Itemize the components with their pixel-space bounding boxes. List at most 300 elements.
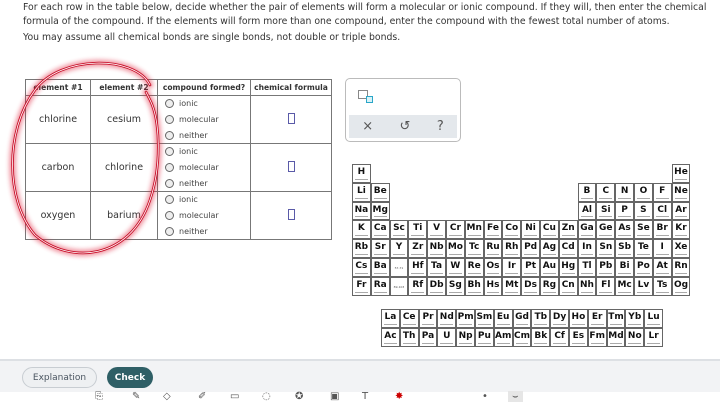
element-1-cell: oxygen — [26, 192, 91, 240]
element-cell — [625, 309, 644, 328]
element-cell — [390, 239, 409, 258]
element-symbol: Cn — [561, 279, 575, 290]
header-element-1: element #1 — [26, 80, 91, 96]
element-cell — [625, 328, 644, 347]
radio-option[interactable] — [165, 112, 250, 128]
radio-label: ionic — [179, 147, 198, 157]
element-symbol: Fr — [356, 279, 367, 290]
element-cell — [465, 258, 484, 277]
element-symbol: Np — [458, 330, 473, 341]
table-row — [26, 144, 332, 192]
sticker-icon[interactable]: ✪ — [295, 391, 304, 402]
element-cell — [672, 202, 691, 221]
instructions-note: You may assume all chemical bonds are single bonds, not double or triple bonds. — [23, 32, 401, 43]
element-cell — [578, 220, 597, 239]
radio-option[interactable] — [165, 96, 250, 112]
element-cell — [615, 258, 634, 277]
header-formula: chemical formula — [251, 80, 332, 96]
element-cell — [437, 328, 456, 347]
element-1-cell: chlorine — [26, 96, 91, 144]
element-symbol: Rn — [674, 261, 688, 271]
element-symbol: I — [660, 242, 664, 253]
element-symbol: K — [357, 223, 365, 234]
text-icon[interactable]: T — [362, 391, 369, 402]
compound-options — [158, 192, 251, 240]
element-symbol: Pd — [524, 242, 538, 253]
element-cell — [437, 309, 456, 328]
element-symbol: Hf — [412, 261, 424, 271]
element-cell — [634, 258, 653, 277]
instructions: For each row in the table below, decide whether the pair of elements will form a molecular or ionic compound. If they will, then enter the chemical formula of the compound. If the elements will form more than one compound, enter the compound with the fewest total number of atoms. — [23, 2, 707, 27]
radio-label: neither — [179, 178, 208, 188]
element-cell — [672, 183, 691, 202]
element-symbol: Rb — [354, 242, 369, 253]
element-symbol: Te — [637, 242, 649, 253]
element-symbol: Cd — [561, 242, 575, 253]
element-cell — [352, 202, 371, 221]
radio-option[interactable] — [165, 127, 250, 143]
element-cell — [521, 220, 540, 239]
element-cell — [408, 277, 427, 296]
element-cell — [502, 258, 521, 277]
question-table — [25, 79, 332, 240]
element-cell — [456, 309, 475, 328]
element-symbol: Ni — [525, 223, 536, 234]
element-cell — [596, 258, 615, 277]
element-cell — [634, 202, 653, 221]
stroke-icon[interactable]: ⌣ — [508, 391, 523, 402]
formula-cell — [251, 144, 332, 192]
element-cell — [446, 277, 465, 296]
element-cell — [569, 328, 588, 347]
drawing-toolbar — [0, 392, 720, 404]
element-cell — [550, 309, 569, 328]
element-cell — [653, 220, 672, 239]
element-cell — [634, 220, 653, 239]
element-symbol: In — [582, 242, 592, 253]
radio-label: ionic — [179, 195, 198, 205]
element-symbol: Mn — [466, 223, 482, 234]
laser-pointer-icon[interactable]: ✸ — [395, 391, 404, 402]
element-cell — [578, 277, 597, 296]
element-cell — [596, 183, 615, 202]
element-cell — [653, 277, 672, 296]
check-button[interactable]: Check — [107, 367, 153, 388]
element-cell — [615, 202, 634, 221]
element-symbol: As — [618, 223, 631, 234]
highlighter-icon[interactable]: ✐ — [198, 391, 207, 402]
radio-button[interactable] — [165, 227, 174, 236]
element-cell — [672, 258, 691, 277]
element-symbol: At — [656, 261, 668, 271]
element-symbol: Hg — [561, 261, 576, 271]
element-cell — [615, 239, 634, 258]
element-symbol: He — [674, 167, 688, 177]
element-cell — [531, 328, 550, 347]
element-symbol: Th — [402, 330, 416, 341]
radio-option[interactable] — [165, 224, 250, 240]
element-cell — [653, 202, 672, 221]
radio-label: ionic — [179, 99, 198, 109]
element-symbol: Eu — [496, 312, 510, 322]
element-symbol: Tb — [534, 312, 548, 322]
element-symbol: P — [621, 204, 628, 215]
element-cell — [540, 277, 559, 296]
pen-icon[interactable]: ✎ — [132, 391, 141, 402]
element-symbol: Nh — [580, 279, 594, 290]
element-2-cell: barium — [91, 192, 158, 240]
element-symbol: Rf — [412, 279, 424, 290]
element-symbol: 89-103 — [393, 284, 405, 289]
element-symbol: Md — [608, 330, 624, 341]
element-cell — [494, 328, 513, 347]
element-cell — [427, 239, 446, 258]
element-cell — [559, 239, 578, 258]
element-cell — [475, 328, 494, 347]
element-symbol: H — [357, 167, 366, 177]
radio-button[interactable] — [165, 147, 174, 156]
table-row — [26, 96, 332, 144]
element-symbol: No — [627, 330, 642, 341]
element-cell — [371, 183, 390, 202]
element-cell — [352, 220, 371, 239]
element-cell — [513, 328, 532, 347]
element-symbol: Am — [495, 330, 512, 341]
element-cell — [559, 258, 578, 277]
element-cell — [615, 220, 634, 239]
element-symbol: Ne — [674, 185, 688, 196]
radio-label: molecular — [179, 211, 219, 221]
element-cell — [390, 220, 409, 239]
element-symbol: Ag — [542, 242, 557, 253]
element-cell — [427, 277, 446, 296]
element-cell — [615, 183, 634, 202]
element-cell — [390, 277, 409, 296]
element-symbol: Si — [601, 204, 611, 215]
element-symbol: Tl — [582, 261, 592, 271]
formula-input[interactable] — [288, 161, 295, 172]
element-symbol: Pr — [422, 312, 434, 322]
element-symbol: Li — [356, 185, 366, 196]
element-cell — [400, 309, 419, 328]
element-cell — [352, 183, 371, 202]
element-cell — [484, 239, 503, 258]
element-cell — [615, 277, 634, 296]
element-symbol: Re — [467, 261, 481, 271]
element-cell — [408, 220, 427, 239]
element-symbol: Ge — [599, 223, 613, 234]
element-symbol: Mt — [505, 279, 519, 290]
radio-button[interactable] — [165, 195, 174, 204]
element-cell — [381, 328, 400, 347]
element-cell — [569, 309, 588, 328]
element-symbol: Ds — [524, 279, 537, 290]
element-symbol: Er — [591, 312, 603, 322]
element-cell — [596, 220, 615, 239]
element-symbol: La — [384, 312, 397, 322]
radio-option[interactable] — [165, 208, 250, 224]
element-symbol: Cr — [449, 223, 461, 234]
element-cell — [484, 258, 503, 277]
table-row — [26, 192, 332, 240]
element-symbol: Es — [572, 330, 585, 341]
element-symbol: Lr — [648, 330, 659, 341]
element-cell — [550, 328, 569, 347]
element-cell — [352, 164, 371, 183]
header-compound: compound formed? — [158, 80, 251, 96]
element-cell — [596, 277, 615, 296]
element-symbol: N — [620, 185, 629, 196]
radio-button[interactable] — [165, 115, 174, 124]
element-symbol: Ga — [580, 223, 594, 234]
element-cell — [502, 277, 521, 296]
widget-toolbar — [349, 115, 457, 138]
element-symbol: Rg — [542, 279, 557, 290]
radio-button[interactable] — [165, 99, 174, 108]
element-symbol: Cm — [514, 330, 530, 341]
element-symbol: Ba — [373, 261, 387, 271]
element-symbol: Ir — [507, 261, 516, 271]
element-cell — [408, 258, 427, 277]
element-cell — [559, 277, 578, 296]
element-symbol: Be — [373, 185, 387, 196]
footer-bar — [0, 359, 720, 392]
element-symbol: B — [583, 185, 591, 196]
element-symbol: Nd — [439, 312, 454, 322]
radio-option[interactable] — [165, 160, 250, 176]
image-icon[interactable]: ▣ — [330, 391, 340, 402]
element-cell — [596, 239, 615, 258]
element-cell — [634, 183, 653, 202]
element-cell — [352, 277, 371, 296]
element-symbol: W — [450, 261, 461, 271]
clear-icon[interactable]: × — [362, 119, 374, 134]
dot-icon[interactable]: • — [482, 391, 488, 402]
radio-option[interactable] — [165, 144, 250, 160]
element-cell — [408, 239, 427, 258]
element-symbol: Cf — [554, 330, 565, 341]
element-symbol: Fl — [601, 279, 611, 290]
element-cell — [644, 328, 663, 347]
element-cell — [596, 202, 615, 221]
element-cell — [465, 220, 484, 239]
element-symbol: Cl — [657, 204, 668, 215]
element-symbol: Ra — [373, 279, 387, 290]
element-cell — [653, 258, 672, 277]
element-symbol: Tc — [469, 242, 480, 253]
radio-button[interactable] — [165, 131, 174, 140]
element-cell — [672, 239, 691, 258]
element-symbol: Ta — [431, 261, 443, 271]
element-symbol: Ts — [657, 279, 668, 290]
element-symbol: Bk — [534, 330, 548, 341]
formula-cell — [251, 192, 332, 240]
element-symbol: Mc — [617, 279, 632, 290]
element-cell — [634, 277, 653, 296]
element-symbol: S — [640, 204, 647, 215]
element-symbol: Sn — [599, 242, 613, 253]
element-symbol: Db — [429, 279, 444, 290]
element-symbol: Bi — [619, 261, 630, 271]
radio-option[interactable] — [165, 192, 250, 208]
element-cell — [521, 258, 540, 277]
element-cell — [502, 220, 521, 239]
undo-icon[interactable]: ↺ — [399, 119, 411, 134]
element-cell — [465, 239, 484, 258]
element-cell — [484, 220, 503, 239]
help-icon[interactable]: ? — [436, 119, 444, 134]
element-symbol: Fm — [589, 330, 605, 341]
element-symbol: Sm — [476, 312, 493, 322]
element-symbol: Gd — [515, 312, 529, 322]
element-symbol: Yb — [628, 312, 642, 322]
element-symbol: C — [602, 185, 610, 196]
element-symbol: Fe — [487, 223, 499, 234]
answer-widget — [345, 78, 461, 142]
element-symbol: Po — [637, 261, 650, 271]
element-cell — [540, 258, 559, 277]
element-symbol: Ac — [384, 330, 397, 341]
radio-label: neither — [179, 226, 208, 236]
element-cell — [427, 258, 446, 277]
header-element-2: element #2 — [91, 80, 158, 96]
element-symbol: Pm — [457, 312, 474, 322]
element-symbol: Al — [581, 204, 593, 215]
element-symbol: Na — [354, 204, 369, 215]
element-symbol: U — [443, 330, 451, 341]
element-symbol: Rh — [505, 242, 519, 253]
element-cell — [446, 239, 465, 258]
element-symbol: Cs — [355, 261, 368, 271]
element-cell — [371, 239, 390, 258]
element-symbol: Mo — [447, 242, 463, 253]
element-symbol: Sr — [374, 242, 386, 253]
element-cell — [607, 309, 626, 328]
element-symbol: Kr — [675, 223, 687, 234]
element-symbol: Co — [505, 223, 519, 234]
element-cell — [371, 277, 390, 296]
element-cell — [446, 220, 465, 239]
radio-button[interactable] — [165, 179, 174, 188]
explanation-button[interactable]: Explanation — [22, 367, 97, 388]
element-symbol: Mg — [372, 204, 388, 215]
element-cell — [578, 183, 597, 202]
element-symbol: Ru — [486, 242, 500, 253]
page-icon[interactable]: ⎘ — [95, 391, 103, 402]
element-cell — [502, 239, 521, 258]
element-symbol: O — [639, 185, 648, 196]
element-symbol: Bh — [467, 279, 481, 290]
element-cell — [456, 328, 475, 347]
formula-input[interactable] — [288, 209, 295, 220]
element-symbol: Se — [637, 223, 650, 234]
element-symbol: Pa — [421, 330, 435, 341]
element-symbol: Ar — [675, 204, 687, 215]
element-symbol: Ti — [413, 223, 423, 234]
element-symbol: 57-71 — [394, 266, 404, 270]
element-cell — [531, 309, 550, 328]
element-cell — [588, 309, 607, 328]
element-symbol: Sc — [393, 223, 405, 234]
element-symbol: Dy — [552, 312, 567, 322]
subscript-icon[interactable] — [358, 90, 376, 104]
element-symbol: Sg — [448, 279, 462, 290]
element-cell — [465, 277, 484, 296]
element-cell — [494, 309, 513, 328]
element-symbol: Tm — [608, 312, 624, 322]
element-2-cell: chlorine — [91, 144, 158, 192]
element-cell — [371, 258, 390, 277]
element-cell — [578, 202, 597, 221]
radio-button[interactable] — [165, 163, 174, 172]
element-symbol: Lv — [637, 279, 650, 290]
element-cell — [352, 239, 371, 258]
element-symbol: Nb — [429, 242, 444, 253]
element-cell — [352, 258, 371, 277]
element-cell — [588, 328, 607, 347]
element-cell — [578, 258, 597, 277]
element-cell — [446, 258, 465, 277]
element-symbol: Zr — [412, 242, 424, 253]
element-cell — [419, 309, 438, 328]
element-symbol: Zn — [561, 223, 575, 234]
radio-label: molecular — [179, 163, 219, 173]
radio-button[interactable] — [165, 211, 174, 220]
element-cell — [400, 328, 419, 347]
element-cell — [521, 277, 540, 296]
formula-input[interactable] — [288, 113, 295, 124]
element-cell — [653, 183, 672, 202]
element-symbol: Ho — [571, 312, 586, 322]
element-cell — [540, 239, 559, 258]
element-cell — [559, 220, 578, 239]
element-cell — [371, 220, 390, 239]
element-symbol: Au — [542, 261, 557, 271]
element-cell — [672, 220, 691, 239]
element-symbol: F — [659, 185, 666, 196]
radio-label: molecular — [179, 115, 219, 125]
element-cell — [672, 277, 691, 296]
eraser-icon[interactable]: ◇ — [163, 391, 171, 402]
element-cell — [653, 239, 672, 258]
element-cell — [484, 277, 503, 296]
element-symbol: Sb — [618, 242, 632, 253]
compound-options — [158, 144, 251, 192]
lasso-icon[interactable]: ◌ — [262, 391, 271, 402]
element-symbol: Y — [395, 242, 403, 253]
element-symbol: Xe — [674, 242, 688, 253]
element-cell — [475, 309, 494, 328]
element-cell — [371, 202, 390, 221]
radio-option[interactable] — [165, 175, 250, 191]
shapes-icon[interactable]: ▭ — [230, 391, 240, 402]
element-symbol: Ce — [402, 312, 416, 322]
element-symbol: Hs — [486, 279, 500, 290]
element-symbol: Lu — [647, 312, 660, 322]
element-cell — [419, 328, 438, 347]
element-symbol: Og — [673, 279, 689, 290]
compound-options — [158, 96, 251, 144]
element-symbol: Pu — [477, 330, 491, 341]
formula-cell — [251, 96, 332, 144]
element-cell — [540, 220, 559, 239]
element-symbol: Pt — [525, 261, 537, 271]
element-1-cell: carbon — [26, 144, 91, 192]
element-cell — [672, 164, 691, 183]
element-cell — [607, 328, 626, 347]
element-cell — [513, 309, 532, 328]
element-cell — [578, 239, 597, 258]
